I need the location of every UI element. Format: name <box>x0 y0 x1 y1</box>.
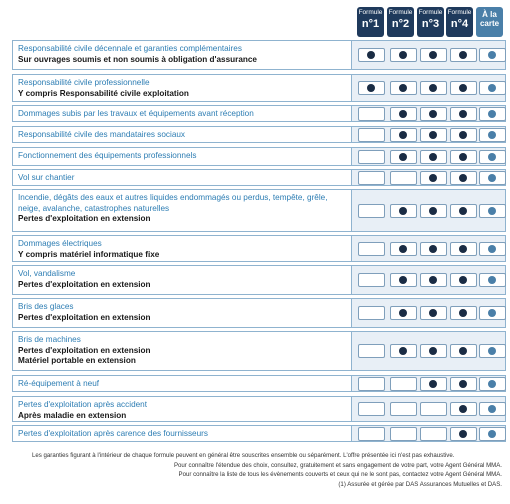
header-line2: n°2 <box>391 17 410 30</box>
guarantee-title: Incendie, dégâts des eaux et autres liquides endommagés ou perdus, tempête, grêle, neige, avalanche, catastrophes naturelles <box>18 193 328 213</box>
coverage-cell-col-1 <box>358 48 385 62</box>
footnote-line: Pour connaître l'étendue des choix, consultez, gratuitement et sans engagement de votre part, votre Agent Général MMA. <box>173 461 502 469</box>
coverage-cell-col-5 <box>479 273 506 287</box>
table-row <box>12 265 506 295</box>
included-dot-icon <box>367 84 375 92</box>
included-dot-icon <box>429 276 437 284</box>
included-dot-icon <box>488 110 496 118</box>
guarantee-detail: Matériel portable en extension <box>18 356 136 365</box>
guarantee-title: Bris des glaces <box>18 302 74 311</box>
header-line2: n°3 <box>421 17 440 30</box>
row-label <box>13 106 352 121</box>
included-dot-icon <box>429 153 437 161</box>
guarantee-title: Bris de machines <box>18 335 81 344</box>
coverage-cell-col-5 <box>479 344 506 358</box>
coverage-cell-col-3 <box>420 128 447 142</box>
coverage-cell-col-5 <box>479 48 506 62</box>
included-dot-icon <box>488 309 496 317</box>
coverage-cell-col-3 <box>420 107 447 121</box>
coverage-cell-col-2 <box>390 427 417 441</box>
included-dot-icon <box>399 110 407 118</box>
included-dot-icon <box>459 430 467 438</box>
footnote-line: Les garanties figurant à l'intérieur de chaque formule peuvent en général être souscrites ensemble ou séparément. L'offre présentée ici n'est pas exhaustive. <box>32 452 455 459</box>
included-dot-icon <box>429 51 437 59</box>
row-label <box>13 148 352 165</box>
table-row <box>12 147 506 166</box>
row-label <box>13 127 352 142</box>
header-line1: Formule <box>388 9 413 16</box>
guarantee-detail: Pertes d'exploitation en extension <box>18 279 151 289</box>
row-label <box>13 170 352 185</box>
coverage-cell-col-3 <box>420 171 447 185</box>
coverage-cell-col-1 <box>358 128 385 142</box>
coverage-cell-col-5 <box>479 107 506 121</box>
included-dot-icon <box>399 276 407 284</box>
coverage-cell-col-2 <box>390 242 417 256</box>
table-row <box>12 126 506 143</box>
included-dot-icon <box>399 347 407 355</box>
coverage-cell-col-3 <box>420 81 447 95</box>
coverage-cell-col-4 <box>450 273 477 287</box>
coverage-cell-col-4 <box>450 242 477 256</box>
included-dot-icon <box>429 309 437 317</box>
row-label <box>13 426 352 441</box>
coverage-cell-col-4 <box>450 402 477 416</box>
included-dot-icon <box>399 51 407 59</box>
guarantee-title: Responsabilité civile professionnelle <box>18 78 150 87</box>
guarantee-detail: Pertes d'exploitation en extension <box>18 214 151 223</box>
coverage-cell-col-4 <box>450 427 477 441</box>
included-dot-icon <box>459 84 467 92</box>
coverage-cell-col-3 <box>420 402 447 416</box>
guarantee-title: Responsabilité civile des mandataires sociaux <box>18 130 186 139</box>
coverage-cell-col-5 <box>479 427 506 441</box>
coverage-cell-col-4 <box>450 377 477 391</box>
included-dot-icon <box>429 207 437 215</box>
coverage-cell-col-1 <box>358 306 385 320</box>
row-label <box>13 266 352 294</box>
header-line1: Formule <box>418 9 443 16</box>
included-dot-icon <box>459 380 467 388</box>
included-dot-icon <box>367 51 375 59</box>
included-dot-icon <box>429 347 437 355</box>
coverage-cell-col-2 <box>390 402 417 416</box>
included-dot-icon <box>399 245 407 253</box>
coverage-cell-col-5 <box>479 128 506 142</box>
coverage-cell-col-1 <box>358 204 385 218</box>
included-dot-icon <box>459 405 467 413</box>
footnotes <box>12 451 502 489</box>
coverage-cell-col-4 <box>450 344 477 358</box>
header-col-5 <box>476 7 503 37</box>
coverage-cell-col-3 <box>420 427 447 441</box>
coverage-cell-col-4 <box>450 128 477 142</box>
included-dot-icon <box>399 131 407 139</box>
coverage-cell-col-1 <box>358 81 385 95</box>
coverage-cell-col-3 <box>420 48 447 62</box>
row-label <box>13 236 352 261</box>
header-col-4 <box>446 7 473 37</box>
included-dot-icon <box>459 51 467 59</box>
footnote-line: (1) Assurée et gérée par DAS Assurances Mutuelles et DAS. <box>338 480 502 488</box>
row-label <box>13 332 352 370</box>
included-dot-icon <box>399 309 407 317</box>
header-line1: À la <box>482 10 497 19</box>
coverage-cell-col-3 <box>420 273 447 287</box>
coverage-cell-col-5 <box>479 81 506 95</box>
header-col-3 <box>417 7 444 37</box>
included-dot-icon <box>459 207 467 215</box>
included-dot-icon <box>429 380 437 388</box>
coverage-cell-col-5 <box>479 204 506 218</box>
table-row <box>12 40 506 70</box>
coverage-cell-col-4 <box>450 48 477 62</box>
guarantee-detail: Après maladie en extension <box>18 410 127 420</box>
included-dot-icon <box>459 153 467 161</box>
coverage-cell-col-3 <box>420 344 447 358</box>
included-dot-icon <box>488 174 496 182</box>
footnote-line: Pour connaître la liste de tous les évènements couverts et ceux qui ne le sont pas, contactez votre Agent Général MMA. <box>178 471 502 478</box>
guarantee-title: Dommages électriques <box>18 239 102 248</box>
coverage-cell-col-3 <box>420 377 447 391</box>
header-line1: Formule <box>358 9 383 16</box>
coverage-cell-col-1 <box>358 427 385 441</box>
table-row <box>12 105 506 122</box>
guarantee-title: Pertes d'exploitation après carence des fournisseurs <box>18 429 208 438</box>
guarantee-title: Responsabilité civile décennale et garanties complémentaires <box>18 44 242 53</box>
guarantee-title: Vol sur chantier <box>18 173 75 182</box>
guarantee-detail: Y compris Responsabilité civile exploitation <box>18 88 189 98</box>
row-label <box>13 299 352 327</box>
table-row <box>12 425 506 442</box>
coverage-cell-col-2 <box>390 128 417 142</box>
coverage-cell-col-5 <box>479 402 506 416</box>
included-dot-icon <box>429 131 437 139</box>
coverage-cell-col-1 <box>358 344 385 358</box>
included-dot-icon <box>488 84 496 92</box>
coverage-cell-col-5 <box>479 377 506 391</box>
guarantee-title: Ré-équipement à neuf <box>18 379 100 388</box>
included-dot-icon <box>399 207 407 215</box>
included-dot-icon <box>459 245 467 253</box>
header-line1: Formule <box>447 9 472 16</box>
header-line2: n°4 <box>450 17 469 30</box>
coverage-cell-col-1 <box>358 150 385 164</box>
coverage-cell-col-4 <box>450 150 477 164</box>
coverage-cell-col-3 <box>420 204 447 218</box>
coverage-cell-col-5 <box>479 306 506 320</box>
table-row <box>12 331 506 371</box>
included-dot-icon <box>429 110 437 118</box>
guarantee-detail: Pertes d'exploitation en extension <box>18 312 151 322</box>
table-row <box>12 396 506 422</box>
guarantee-title: Dommages subis par les travaux et équipements avant réception <box>18 109 254 118</box>
coverage-cell-col-1 <box>358 171 385 185</box>
coverage-cell-col-3 <box>420 150 447 164</box>
included-dot-icon <box>488 131 496 139</box>
guarantee-detail: Y compris matériel informatique fixe <box>18 249 160 259</box>
coverage-cell-col-3 <box>420 306 447 320</box>
included-dot-icon <box>488 405 496 413</box>
guarantee-title: Pertes d'exploitation après accident <box>18 400 148 409</box>
included-dot-icon <box>459 131 467 139</box>
included-dot-icon <box>488 245 496 253</box>
row-label <box>13 397 352 421</box>
row-label <box>13 75 352 101</box>
coverage-cell-col-4 <box>450 306 477 320</box>
coverage-cell-col-2 <box>390 273 417 287</box>
included-dot-icon <box>488 347 496 355</box>
table-row <box>12 74 506 102</box>
included-dot-icon <box>459 276 467 284</box>
row-label <box>13 190 352 231</box>
included-dot-icon <box>459 110 467 118</box>
guarantee-title: Fonctionnement des équipements professionnels <box>18 151 197 160</box>
coverage-cell-col-2 <box>390 81 417 95</box>
coverage-cell-col-4 <box>450 107 477 121</box>
included-dot-icon <box>459 309 467 317</box>
coverage-cell-col-5 <box>479 242 506 256</box>
header-line2: n°1 <box>361 17 380 30</box>
header-col-2 <box>387 7 414 37</box>
included-dot-icon <box>399 153 407 161</box>
included-dot-icon <box>429 84 437 92</box>
row-label <box>13 376 352 391</box>
table-row <box>12 189 506 232</box>
coverage-cell-col-1 <box>358 107 385 121</box>
coverage-cell-col-2 <box>390 377 417 391</box>
coverage-cell-col-1 <box>358 273 385 287</box>
coverage-cell-col-3 <box>420 242 447 256</box>
coverage-cell-col-4 <box>450 171 477 185</box>
table-row <box>12 298 506 328</box>
included-dot-icon <box>488 51 496 59</box>
coverage-cell-col-2 <box>390 204 417 218</box>
row-label <box>13 41 352 69</box>
included-dot-icon <box>488 430 496 438</box>
included-dot-icon <box>429 245 437 253</box>
included-dot-icon <box>459 174 467 182</box>
coverage-cell-col-5 <box>479 150 506 164</box>
coverage-cell-col-2 <box>390 107 417 121</box>
coverage-cell-col-1 <box>358 402 385 416</box>
coverage-cell-col-2 <box>390 48 417 62</box>
included-dot-icon <box>429 174 437 182</box>
coverage-cell-col-1 <box>358 377 385 391</box>
coverage-cell-col-2 <box>390 344 417 358</box>
included-dot-icon <box>488 276 496 284</box>
header-col-1 <box>357 7 384 37</box>
included-dot-icon <box>399 84 407 92</box>
coverage-cell-col-5 <box>479 171 506 185</box>
coverage-cell-col-4 <box>450 204 477 218</box>
table-row <box>12 375 506 392</box>
table-row <box>12 169 506 186</box>
included-dot-icon <box>459 347 467 355</box>
header-line2: carte <box>479 19 500 28</box>
coverage-cell-col-2 <box>390 306 417 320</box>
guarantee-title: Vol, vandalisme <box>18 269 76 278</box>
coverage-cell-col-2 <box>390 171 417 185</box>
included-dot-icon <box>488 153 496 161</box>
guarantee-detail: Sur ouvrages soumis et non soumis à obligation d'assurance <box>18 54 257 64</box>
coverage-cell-col-2 <box>390 150 417 164</box>
included-dot-icon <box>488 207 496 215</box>
coverage-cell-col-1 <box>358 242 385 256</box>
included-dot-icon <box>488 380 496 388</box>
coverage-cell-col-4 <box>450 81 477 95</box>
guarantee-detail: Pertes d'exploitation en extension <box>18 345 151 355</box>
table-row <box>12 235 506 262</box>
